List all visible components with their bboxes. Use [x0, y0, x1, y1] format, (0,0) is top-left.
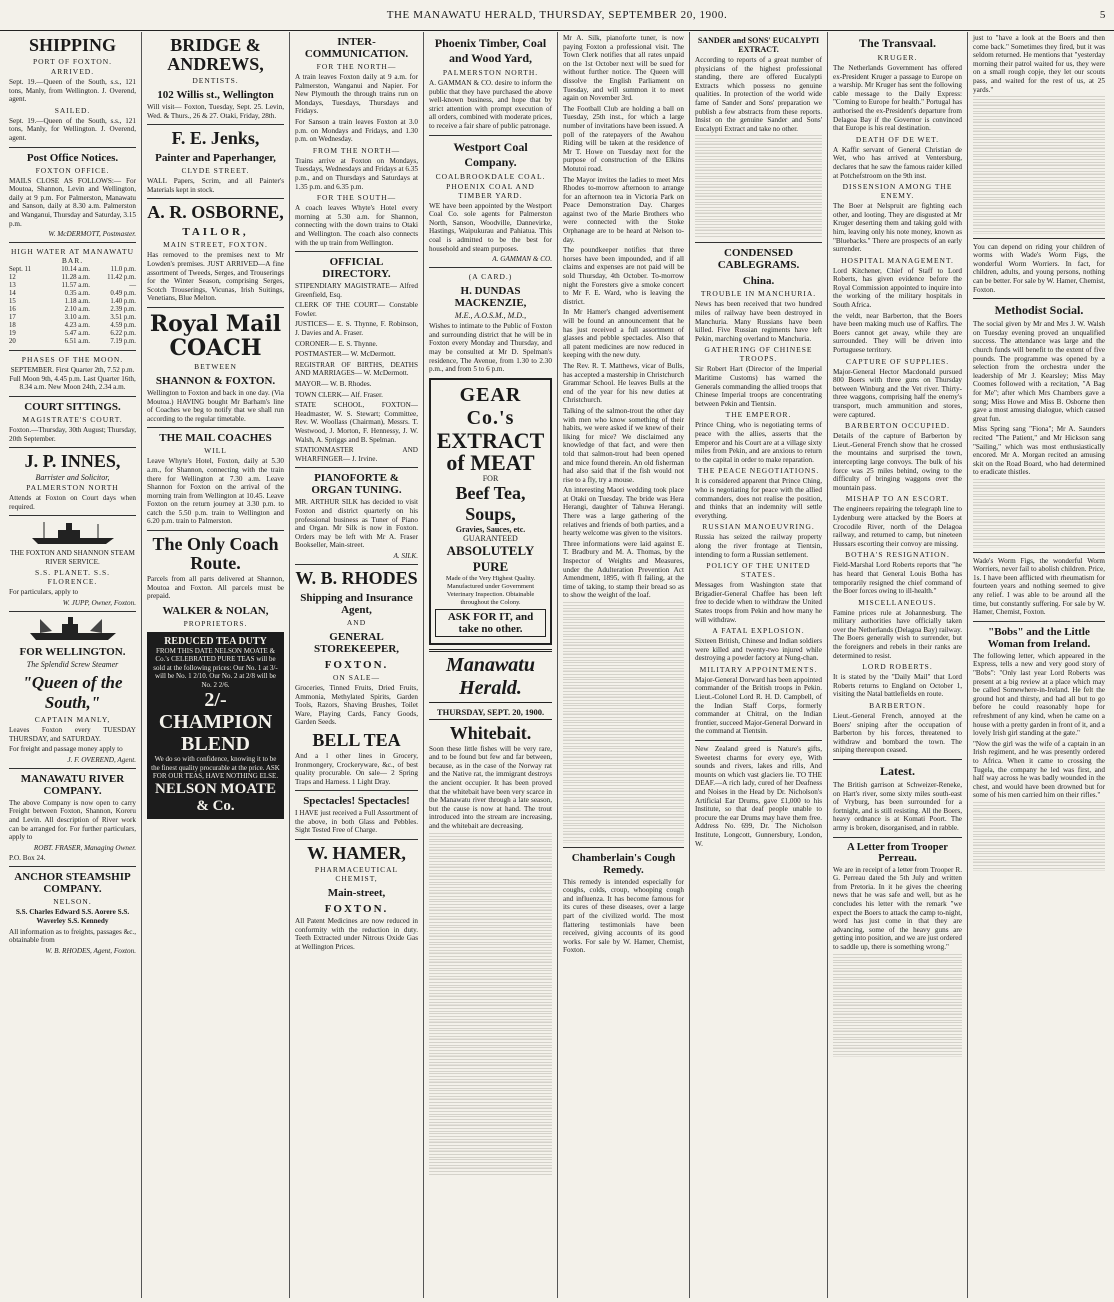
tide-morning: 10.14 a.m.	[61, 266, 90, 274]
military-text: Major-General Dorward has been appointed commander of the British troops in Pekin. Lieut.-Colonel Lord R. H. D. Campbell, of the Indian Staff Corps, formerly commander at Chitral, on the Indian frontier, succeed Major-General Dorward in the command at Tientsin.	[695, 675, 822, 736]
wellington-heading: FOR WELLINGTON.	[19, 646, 126, 659]
policy-text: Messages from Washington state that Brigadier-General Chaffee has been left free to decide when to withdraw the United States troops from Pekin and how many he will withdraw.	[695, 581, 822, 624]
tide-morning: 6.51 a.m.	[64, 338, 90, 346]
supplies-heading: CAPTURE OF SUPPLIES.	[845, 356, 950, 366]
news-paragraph-9: Three informations were laid against E. T. Bradbury and M. A. Thomas, by the Inspector of Weights and Measures, under the Adulteration Prevention Act Amendment, 1895, with fl failing, at the time of taking, to stamp their bread so as to show the weight of the loaf.	[563, 539, 684, 600]
tide-evening: —	[129, 282, 136, 290]
champion-blend-headline: 2/- CHAMPION BLEND	[158, 689, 273, 756]
policy-heading: POLICY OF THE UNITED STATES.	[706, 561, 811, 580]
post-office-heading: Post Office Notices.	[26, 151, 119, 164]
deaf-advertisement: New Zealand greed is Nature's gifts, Sweetest charms for every eye, With sounds and rivers, lakes and rills, And mounts on which vast glaciers lie. TO THE DEAF.—A rich lady, cured of her Deafness and Noises in the Head by Dr. Nicholson's Artificial Ear Drums, gave £1,000 to his Institute, so that deaf people unable to procure the ear Drums may have them free. Address No. 699, Dr. The Nicholson Institute, Longcott, Gunnersbury, London, W.	[695, 745, 822, 848]
steam-boats: S.S. PLANET. S.S. FLORENCE.	[34, 568, 110, 587]
death-text: A Kaffir servant of General Christian de Wet, who has arrived at Ventersburg, declares that he saw the famous raider killed at Potchefstroom on the 9th inst.	[833, 145, 962, 180]
tide-evening: 7.19 p.m.	[110, 338, 136, 346]
tea-ad-text: FROM THIS DATE NELSON MOATE & Co.'s CELEBRATED PURE TEAS will be sold at the following prices: Our No. 1 at 3/- will be No. 1 2/10. Our No. 2 at 2/8 will be No. 2 2/6.	[153, 646, 278, 689]
hamer-place: FOXTON.	[324, 903, 389, 916]
westport-subheading-2: PHOENIX COAL AND TIMBER YARD.	[446, 181, 535, 200]
sander-text: According to reports of a great number of physicians of the highest professional standing, there are offered Eucalypti Extracts which possess no genuine qualities. In protection of the world wide fame of Sander and Sons' preparation we publish a few abstracts from these reports. Insist on the genuine Sander and Sons' Eucalypti Extract and take no other.	[695, 56, 822, 133]
jenks-place: CLYDE STREET.	[181, 166, 250, 176]
tide-row	[9, 322, 136, 330]
gear-use-2: Gravies, Sauces, etc.	[455, 524, 526, 534]
death-heading: DEATH OF DE WET.	[855, 134, 940, 144]
river-box: P.O. Box 24.	[9, 853, 46, 862]
piano-heading: PIANOFORTE & ORGAN TUNING.	[311, 472, 402, 497]
gear-quality-text: Made of the Very Highest Quality. Manufactured under Government Veterinary Inspection. Obtainable throughout the Colony.	[445, 574, 536, 606]
rhodes-heading: W. B. RHODES	[295, 567, 418, 588]
official-directory-item: STATE SCHOOL, FOXTON— Headmaster, W. S. Stewart; Committee, Rev. W. Woollass (Chairman), Messrs. T. Westwood, J. Morton, F. Hennessy, J. W. Walsh, A. Spriggs and B. Spelman.	[295, 401, 418, 444]
peace-heading: THE PEACE NEGOTIATIONS.	[697, 466, 820, 476]
inter-comm-sub-1: FOR THE NORTH—	[316, 62, 397, 71]
inter-comm-heading: INTER-COMMUNICATION.	[304, 36, 409, 60]
tide-morning: 5.47 a.m.	[64, 330, 90, 338]
westport-sign: A. GAMMAN & CO.	[492, 255, 552, 264]
tide-heading: HIGH WATER AT MANAWATU BAR.	[11, 247, 134, 266]
bridge-address: 102 Willis st., Wellington	[157, 89, 274, 101]
gear-extract-advertisement	[429, 378, 552, 645]
hamer-heading: W. HAMER,	[307, 843, 406, 864]
tide-row	[9, 306, 136, 314]
royal-mail-text: Wellington to Foxton and back in one day. (Via Moutoa.) HAVING bought Mr Barham's line of Coaches we beg to notify that we shall run according to the regular timetable.	[147, 388, 284, 423]
wellington-sign: J. F. OVEREND, Agent.	[67, 755, 136, 764]
gear-ask: ASK FOR IT, and take no other.	[435, 609, 546, 637]
bobs-text-2: "Now the girl was the wife of a captain in an Irish regiment, and he was presently ordered to Africa. When it came to crossing the Tugela, the company he led was first, and half way across he was badly wounded in the chest, and would have been drowned but for some of his men carried him on their rifles."	[973, 739, 1105, 800]
gear-product: EXTRACT of MEAT	[436, 427, 545, 475]
barberton-occupied-text: Details of the capture of Barberton by Lieut.-General French show that he crossed the mountains and surprised the town, intercepting large convoys. The bulk of his force was 25 miles behind, owing to the difficulty of bringing waggons over the mountain pass.	[833, 432, 962, 492]
tide-evening: 1.40 p.m.	[110, 298, 136, 306]
anchor-text: All information as to freights, passages &c., obtainable from	[9, 927, 136, 945]
tide-morning: 11.57 a.m.	[61, 282, 90, 290]
kruger-text: The Netherlands Government has offered ex-President Kruger a passage to Europe on a warship. Mr Kruger has sent the following cable message to the Daily Express: "Coming to Europe for health." Portugal has authorised the ex-President's departure from Delagoa Bay if the Governor is convinced that Europe is his real destination.	[833, 64, 962, 133]
mail-coaches-text: Leave Whyte's Hotel, Foxton, daily at 5.30 a.m., for Shannon, connecting with the train there for Wellington at 7.30 a.m. Leave Shannon for Foxton on the arrival of the morning train from Wellington at 10.45. Leave Foxton on the return journey at 3.30 p.m. to catch the 5.50 p.m. train to Wellington and 6.20 p.m. train to Palmerston.	[147, 457, 284, 526]
supplies-text: Major-General Hector Macdonald pursued 800 Boers with three guns on Thursday between Winburg and the Vet river. Thirty-three waggons, comprising half the enemy's transport, much ammunition and stores, were captured.	[833, 367, 962, 419]
official-directory-item: TOWN CLERK— Alf. Fraser.	[295, 390, 383, 399]
steam-sign: W. JUPP, Owner, Foxton.	[62, 599, 136, 608]
emperor-heading: THE EMPEROR.	[725, 410, 792, 420]
moon-text: SEPTEMBER. First Quarter 2th, 7.52 p.m. Full Moon 9th, 4.45 p.m. Last Quarter 16th, 8.34 a.m. New Moon 24th, 2.34 a.m.	[9, 366, 136, 392]
innes-heading: J. P. INNES,	[24, 451, 121, 472]
innes-place: PALMERSTON NORTH	[26, 483, 119, 493]
miscellaneous-text: Famine prices rule at Johannesburg. The military authorities have officially taken over the Netherlands (Delagoa Bay) railway. The Boers generally wish to surrender, but the foreigners and rebels in their ranks are determined to resist.	[833, 608, 962, 660]
royal-mail-route: SHANNON & FOXTON.	[155, 374, 276, 387]
steamship-icon	[28, 520, 118, 546]
shipping-heading: SHIPPING	[28, 35, 116, 55]
whitebait-heading: Whitebait.	[449, 722, 532, 743]
latest-text: The British garrison at Schweizer-Reneke, on Hart's river, some sixty miles south-east of Vryburg, has been surrounded for a fortnight, and is still resisting. All the Boers, heavy ordnance is at Komati Poort. The army is broken, disorganised, and in rabble.	[833, 781, 962, 832]
rhodes-subheading-2: GENERAL STOREKEEPER,	[313, 630, 400, 655]
river-heading: MANAWATU RIVER COMPANY.	[20, 772, 125, 797]
mail-coaches-heading: THE MAIL COACHES	[159, 432, 272, 445]
newspaper-columns	[4, 32, 1110, 1298]
piano-sign: A. SILK.	[393, 551, 418, 560]
column-4	[424, 32, 558, 1298]
bobs-heading: "Bobs" and the Little Woman from Ireland.	[987, 625, 1091, 650]
court-heading: COURT SITTINGS.	[24, 400, 121, 413]
inter-comm-sub-3: FOR THE SOUTH—	[316, 193, 397, 203]
card-label: (A CARD.)	[468, 272, 513, 282]
chamberlain-text: This remedy is intended especially for coughs, colds, croup, whooping cough and influenza. It has become famous for its cures of these diseases, over a large part of the civilized world. The most flattering testimonials have been received, giving accounts of its good works. For sale by W. Hamer, Chemist, Foxton.	[563, 877, 684, 955]
barberton-occupied-heading: BARBERTON OCCUPIED.	[844, 421, 951, 431]
tide-evening: 6.22 p.m.	[110, 330, 136, 338]
jenks-subheading: Painter and Paperhanger,	[155, 152, 276, 165]
column-5	[558, 32, 690, 1298]
gear-guaranteed: GUARANTEED	[463, 533, 518, 543]
anchor-place: NELSON.	[53, 897, 92, 907]
court-subheading: MAGISTRATE'S COURT.	[22, 414, 123, 424]
hospital-heading: HOSPITAL MANAGEMENT.	[841, 255, 954, 265]
tea-ad-headline: REDUCED TEA DUTY	[164, 635, 267, 647]
inter-comm-text-1: A train leaves Foxton daily at 9 a.m. for Palmerston, Wanganui and Napier. For New Plymouth the through trains run on Mondays, Tuesdays, Thursdays and Fridays.	[295, 73, 418, 116]
herald-dateline: THURSDAY, SEPT. 20, 1900.	[429, 707, 552, 720]
official-directory-item: JUSTICES— E. S. Thynne, F. Robinson, J. Davies and A. Fraser.	[295, 320, 418, 338]
jenks-heading: F. E. Jenks,	[171, 128, 260, 149]
wellington-subheading: The Splendid Screw Steamer	[26, 660, 119, 670]
innes-text: Attends at Foxton on Court days when required.	[9, 494, 136, 511]
steamer-icon	[28, 616, 118, 642]
news-paragraph-1: Mr A. Silk, pianoforte tuner, is now paying Foxton a professional visit. The Town Clerk notifies that all rates unpaid on the 1st October next will be sued for without further notice. The Queen will dissolve the English Parliament on Tuesday, and will summon it to meet again on November 3rd.	[563, 34, 684, 103]
tide-evening: 11.0 p.m.	[110, 266, 136, 274]
dundas-heading: H. DUNDAS MACKENZIE,	[454, 285, 527, 310]
tea-advertisement	[147, 632, 284, 819]
tide-date: 19	[9, 330, 16, 338]
inter-comm-text-2: For Sanson a train leaves Foxton at 3.0 p.m. on Mondays and Fridays, and 1.30 p.m. on Wednesday.	[295, 117, 418, 144]
steam-heading: THE FOXTON AND SHANNON STEAM RIVER SERVICE.	[10, 549, 135, 566]
tide-row	[9, 314, 136, 322]
westport-text: WE have been appointed by the Westport Coal Co. sole agents for Palmerston North, Sanson, Woodville, Dannevirke, Hastings, Waipukurau and Pahiatua. This coal is admitted to be the best for household and steam purposes.	[429, 201, 552, 253]
dissension-heading: DISSENSION AMONG THE ENEMY.	[842, 182, 953, 201]
moon-heading: PHASES OF THE MOON.	[21, 355, 124, 365]
hamer-subheading: PHARMACEUTICAL CHEMIST,	[314, 865, 399, 884]
masthead-title: THE MANAWATU HERALD, THURSDAY, SEPTEMBER 20, 1900.	[386, 9, 728, 21]
court-text: Foxton.—Thursday, 30th August; Thursday, 20th September.	[9, 425, 136, 443]
innes-subheading: Barrister and Solicitor,	[35, 473, 110, 483]
bridge-text: Will visit— Foxton, Tuesday, Sept. 25. Levin, Wed. & Thurs., 26 & 27. Otaki, Friday, 28th.	[147, 103, 284, 120]
barberton-heading: BARBERTON.	[869, 701, 926, 711]
gear-use-1: Beef Tea, Soups,	[455, 482, 526, 524]
tide-morning: 2.10 a.m.	[64, 306, 90, 314]
official-directory-item: CORONER— E. S. Thynne.	[295, 339, 378, 348]
column-6	[690, 32, 828, 1298]
anchor-ships: S.S. Charles Edward S.S. Aorere S.S. Waverley S.S. Kennedy	[15, 908, 130, 925]
tide-row	[9, 338, 136, 346]
botha-text: Field-Marshal Lord Roberts reports that "he has heard that General Louis Botha has temporarily resigned the chief command of the Boer forces owing to ill-health."	[833, 561, 962, 596]
manchuria-text: News has been received that two hundred miles of railway have been destroyed in Manchuria. Many Russians have been killed. Five Russian regiments have left Pekin, marching overland to Manchuria.	[695, 300, 822, 343]
bobs-text: The following letter, which appeared in the Express, tells a new and very good story of "Bobs": "Only last year Lord Roberts was present at a big review at a place which may be called Somewhere-in-Ireland. He felt the ground hot and thirsty, and had all but to go before he could reasonably hope for refreshment of any kind, when he came on a house with a pretty garden in front of it, and a lovely Irish girl standing at the gate."	[973, 651, 1105, 738]
kruger-heading: KRUGER.	[877, 53, 918, 62]
tide-date: 20	[9, 338, 16, 346]
veldt-text: the veldt, near Barberton, that the Boers have been making much use of Kaffirs. The Boers cannot get away, while they are surrounded. They will be driven into Portuguese territory.	[833, 311, 962, 355]
dundas-subheading: M.E., A.O.S.M., M.D.,	[454, 311, 527, 321]
rhodes-place: FOXTON.	[324, 658, 389, 671]
tide-row	[9, 290, 136, 298]
dissension-text: The Boer at Nelspruit are fighting each other, and looting. They are disgusted at Mr Kruger deserting them and taking gold with him, leaving only his note money, known as "Bluebacks." There are prospects of an early surrender.	[833, 202, 962, 254]
china-heading: China.	[742, 275, 775, 288]
hospital-text: Lord Kitchener, Chief of Staff to Lord Roberts, has given evidence before the Royal Commission appointed to inquire into the working of the military hospitals in South Africa.	[833, 266, 962, 310]
gear-for: FOR	[482, 473, 499, 483]
wellington-text: Leaves Foxton every TUESDAY THURSDAY, and SATURDAY.	[9, 726, 136, 743]
methodist-text-2: Miss Spring sang "Fiona"; Mr A. Saunders recited "The Patient," and Mr Hickson sang "Sailing," which was most enthusiastically encored. Mr A. Morgan recited an amusing skit on the Road Board, who had determined to eradicate thistles.	[973, 425, 1105, 477]
tide-date: 17	[9, 314, 16, 322]
news-paragraph-4: The poundkeeper notifies that three horses have been impounded, and if all claims and expenses are not paid will be sold Thursday, 4th October. To-morrow night the Foresters give a smoke concert to Mr F. E. Ward, who is leaving the district.	[563, 246, 684, 306]
tide-row	[9, 330, 136, 338]
hamer-text: All Patent Medicines are now reduced in conformity with the reduction in duty. Teeth Extracted under Nitrous Oxide Gas at Wellington Prices.	[295, 917, 418, 951]
steam-text: For particulars, apply to	[9, 588, 79, 597]
column-3	[290, 32, 424, 1298]
peace-text: It is considered apparent that Prince Ching, who is negotiating for peace with the allied commanders, does not realise the position, and thinks that an indemnity will settle everything.	[695, 477, 822, 520]
column-8	[968, 32, 1110, 1298]
bridge-heading: BRIDGE & ANDREWS,	[167, 35, 264, 74]
masthead	[0, 0, 1114, 31]
walker-subheading: PROPRIETORS.	[183, 618, 248, 628]
news-paragraph-6: The Rev. R. T. Matthews, vicar of Bulls, has accepted a mastership in Christchurch Grammar School. He leaves Bulls at the end of the year for his new duties at Christchurch.	[563, 361, 684, 405]
tide-date: 16	[9, 306, 16, 314]
jenks-text: WALL Papers, Scrim, and all Painter's Materials kept in stock.	[147, 177, 284, 194]
tide-date: 14	[9, 290, 16, 298]
champion-blend-text: We do so with confidence, knowing it to be the finest quality procurable at the price. ASK FOR OUR TEAS, HAVE NOTHING ELSE.	[151, 755, 280, 781]
official-directory-item: REGISTRAR OF BIRTHS, DEATHS AND MARRIAGES— W. McDermott.	[295, 360, 418, 378]
inter-comm-text-3: Trains arrive at Foxton on Mondays, Tuesdays, Wednesdays and Fridays at 6.35 p.m., and on Thursdays and Saturdays at 1.35 p.m. and 6.35 p.m.	[295, 156, 418, 191]
osborne-subheading: TAILOR,	[182, 226, 249, 239]
military-heading: MILITARY APPOINTMENTS.	[699, 664, 818, 674]
anchor-sign: W. B. RHODES, Agent, Foxton.	[45, 946, 136, 955]
phoenix-text: A. GAMMAN & CO. desire to inform the public that they have purchased the above well-known business, and hope that by strict attention with prompt execution of all orders, combined with moderate prices, to receive a fair share of public patronage.	[429, 79, 552, 130]
fatal-text: Sixteen British, Chinese and Indian soldiers were killed and twenty-two injured while destroying a powder factory at Nung-chan.	[695, 637, 822, 663]
spectacles-heading: Spectacles! Spectacles!	[303, 795, 410, 808]
transvaal-heading: The Transvaal.	[859, 36, 936, 50]
chamberlain-heading: Chamberlain's Cough Remedy.	[571, 851, 676, 876]
river-sign: ROBT. FRASER, Managing Owner.	[33, 843, 136, 852]
rhodes-subheading: Shipping and Insurance Agent,	[300, 591, 413, 616]
condensed-heading: CONDENSED CABLEGRAMS.	[717, 247, 800, 272]
rhodes-on-sale: ON SALE—	[333, 672, 380, 682]
whitebait-text: Soon these little fishes will be very rare, and to be found but few and far between, because, as in the case of the Norway rat and the Native rat, the immigrant destroys the ancient occupier. It has been proved that the whitebait have been very scarce in the Manawatu river through a late season, but the cause is now at hand. The trout introduced into the stream are increasing, and the whitebait are decreasing.	[429, 744, 552, 831]
westport-subheading: COALBROOKDALE COAL.	[435, 171, 546, 181]
lord-roberts-text: It is stated by the "Daily Mail" that Lord Roberts returns to England on October 1, visiting the Natal battlefields en route.	[833, 673, 962, 699]
tide-date: 18	[9, 322, 16, 330]
page-number: 5	[1099, 9, 1106, 21]
post-office-sign: W. McDERMOTT, Postmaster.	[48, 230, 136, 239]
mishap-text: The engineers repairing the telegraph line to Lydenburg were attacked by the Boers at Crocodile River, north of the Delagoa railway, and returned to camp, but nineteen Hussars escorting their convoy are missing.	[833, 505, 962, 548]
westport-heading: Westport Coal Company.	[453, 139, 528, 169]
column-2	[142, 32, 290, 1298]
tide-row	[9, 282, 136, 290]
mail-coaches-will: WILL	[204, 446, 227, 456]
gear-pure: ABSOLUTELY PURE	[446, 542, 535, 574]
tide-morning: 1.18 a.m.	[64, 298, 90, 306]
tide-row	[9, 274, 136, 282]
bell-tea-heading: BELL TEA	[312, 729, 401, 750]
inter-comm-text-4: A coach leaves Whyte's Hotel every morning at 5.30 a.m. for Shannon, connecting with the down trains to Otaki and Wellington. The coach also connects with the up train from Wellington.	[295, 204, 418, 247]
gathering-heading: GATHERING OF CHINESE TROOPS.	[704, 345, 813, 364]
worm-figs-text: You can depend on riding your children of worms with Wade's Worm Figs, the wonderful Worm Worriers. In fact, for children, adults, and young persons, nothing can be better. For sale by W. Hamer, Chemist, Foxton.	[973, 242, 1105, 294]
walker-heading: WALKER & NOLAN,	[162, 604, 269, 617]
post-office-subheading: FOXTON OFFICE.	[35, 165, 110, 175]
osborne-heading: A. R. OSBORNE,	[147, 202, 284, 223]
osborne-text: Has removed to the premises next to Mr Lowden's premises. JUST ARRIVED—A fine assortment of Tweeds, Serges, and Trouserings for the Winter Season, comprising Serges, Scotch Trouserings, Vicunas, Irish Suitings, Venetians, Blue Melton.	[147, 251, 284, 303]
tide-morning: 4.23 a.m.	[64, 322, 90, 330]
rhodes-and: AND	[346, 617, 367, 627]
russian-text: Russia has seized the railway property along the river frontage at Tientsin, intending to form a Russian settlement.	[695, 533, 822, 559]
column-7	[828, 32, 968, 1298]
news-paragraph-5: In Mr Hamer's changed advertisement will be found an announcement that he has just received a full assortment of glasses and pebble spectacles. Also that all patent medicines are now reduced in keeping with the new duty.	[563, 308, 684, 360]
bridge-subheading: DENTISTS.	[192, 76, 239, 85]
arrived-label: ARRIVED.	[50, 67, 95, 76]
tide-row	[9, 298, 136, 306]
emperor-text: Prince Ching, who is negotiating terms of peace with the allies, asserts that the Emperor and his Court are at a village sixty miles from Pekin, and are anxious to return to the capital in order to make reparation.	[695, 421, 822, 464]
tide-date: 15	[9, 298, 16, 306]
spectacles-text: I HAVE just received a Full Assortment of the above, in both Glass and Pebbles. Sight Tested Free of Charge.	[295, 809, 418, 835]
sander-heading: SANDER and SONS' EUCALYPTI EXTRACT.	[697, 36, 820, 54]
letter-continued-text: just to "have a look at the Boers and then come back." Sometimes they fired, but it was seldom returned. He mentions that "yesterday morning their patrol waited for us, they were on a small rough copje, they let our scouts pass, and waited for the rest of us, at 25 yards."	[973, 34, 1105, 94]
manchuria-heading: TROUBLE IN MANCHURIA.	[700, 289, 817, 299]
official-directory-item: CLERK OF THE COURT— Constable Fowler.	[295, 301, 418, 318]
botha-heading: BOTHA'S RESIGNATION.	[845, 550, 950, 560]
only-coach-text: Parcels from all parts delivered at Shannon, Moutoa and Foxton. All parcels must be prepaid.	[147, 575, 284, 601]
worm-figs-text-2: Wade's Worm Figs, the wonderful Worm Worriers, never fail to abolish children. Price, 1s. I have been afflicted with rheumatism for fourteen years and nothing seemed to give any relief. I was able to be around all the time, but constantly suffering. For sale by W. Hamer, Chemist, Foxton.	[973, 556, 1105, 617]
post-office-text: MAILS CLOSE AS FOLLOWS:— For Moutoa, Shannon, Levin and Wellington, daily at 9 p.m. For Palmerston, Manawatu and Sanson, daily at 8.30 a.m. Palmerston and Wanganui, Thursday and Saturday, 3.15 p.m.	[9, 176, 136, 228]
wellington-text-2: For freight and passage money apply to	[9, 745, 123, 754]
gear-brand: GEAR Co.'s	[459, 383, 522, 429]
dundas-text: Wishes to intimate to the Public of Foxton and surrounding district that he will be in Foxton every Monday and Thursday, and may be consulted at Mr D. Spelman's residence, The Avenue, from 1.30 to 2.30 p.m., and from 5 to 6 p.m.	[429, 322, 552, 374]
tide-table	[9, 266, 136, 346]
tide-evening: 11.42 p.m.	[107, 274, 136, 282]
wellington-captain: CAPTAIN MANLY,	[34, 715, 111, 725]
letter-heading: A Letter from Trooper Perreau.	[847, 841, 948, 864]
piano-text: MR. ARTHUR SILK has decided to visit Foxton and district quarterly on his professional business as Tuner of Piano and Organ. Mr Silk is now in Foxton. Orders may be left with Mr A. Fraser Bookseller, Main-street.	[295, 498, 418, 550]
methodist-text: The social given by Mr and Mrs J. W. Walsh on Tuesday evening proved an unqualified success. The attendance was large and the church funds will benefit to the extent of five pounds. The programme was opened by a selection from the orchestra under the leadership of Mr J. Kearsley; Miss May Coomes followed with a recitation, "A Bag for Me"; after which Mrs Chambers gave a song; Miss Howe and Miss B. Osborne then gave a most amusing dialogue, which caused great fun.	[973, 320, 1105, 423]
tide-morning: 3.10 a.m.	[64, 314, 90, 322]
barberton-text: Lieut.-General French, annoyed at the Boers' sniping after the occupation of Barberton by his forces, threatened to withdraw and bombard the town. The sniping thereupon ceased.	[833, 712, 962, 755]
russian-heading: RUSSIAN MANOEUVRING.	[702, 522, 815, 532]
royal-mail-between: BETWEEN	[194, 361, 237, 371]
official-directory-item: STIPENDIARY MAGISTRATE— Alfred Greenfield, Esq.	[295, 282, 418, 299]
miscellaneous-heading: MISCELLANEOUS.	[858, 597, 937, 607]
mishap-heading: MISHAP TO AN ESCORT.	[845, 494, 950, 504]
official-directory-list	[295, 282, 418, 463]
tide-row	[9, 266, 136, 274]
news-paragraph-8: An interesting Maori wedding took place at Otaki on Tuesday. The bride was Hera Herangi, daughter of Tahuwa Herangi. There was a large gathering of the relatives and friends of both parties, and a hearty welcome was given to the visitors.	[563, 486, 684, 538]
tide-evening: 4.59 p.m.	[110, 322, 136, 330]
rhodes-text: Groceries, Tinned Fruits, Dried Fruits, Ammonia, Methylated Spirits, Garden Tools, Razors, Shaving Brushes, Toilet Ware, Playing Cards, Fancy Goods, Garden Seeds.	[295, 683, 418, 727]
letter-text: We are in receipt of a letter from Trooper R. G. Perreau dated the 5th July and written from Pretoria. In it he gives the cheering news that he was safe and well, but as he concludes his letter with the remark "we expect the Boers to attack the camp to-night, word has just come in that they are advancing, some of the heavy guns are getting into position, and we are just ordered to saddle up, there is something wrong."	[833, 865, 962, 951]
river-text: The above Company is now open to carry Freight between Foxton, Shannon, Koreru and Levin. All description of River work can be arranged for. For further particulars, apply to	[9, 798, 136, 842]
tide-evening: 0.49 p.m.	[110, 290, 136, 298]
latest-heading: Latest.	[880, 764, 915, 778]
lord-roberts-heading: LORD ROBERTS.	[862, 662, 933, 672]
nelson-moate-name: NELSON MOATE & Co.	[155, 780, 276, 814]
tide-date: Sept. 11	[9, 266, 32, 274]
news-paragraph-3: The Mayor invites the ladies to meet Mrs Rhodes to-morrow afternoon to arrange for an afternoon tea in Victoria Park on Peace Demonstration Day. Charges against two of the Marie Brothers who were connected with the Stoke Orphanage are to be heard at Nelson to-day.	[563, 175, 684, 244]
phoenix-place: PALMERSTON NORTH.	[442, 68, 539, 77]
wellington-ship-name: "Queen of the South,"	[22, 673, 123, 713]
shipping-subheading: PORT OF FOXTON.	[32, 57, 113, 66]
hamer-subheading-2: Main-street,	[327, 887, 386, 900]
official-directory-heading: OFFICIAL DIRECTORY.	[322, 256, 391, 281]
sailed-label: SAILED.	[54, 105, 91, 115]
phoenix-heading: Phoenix Timber, Coal and Wood Yard,	[434, 36, 547, 65]
herald-nameplate: Manawatu Herald.	[429, 649, 552, 703]
only-coach-heading: The Only Coach Route.	[152, 534, 279, 574]
tide-evening: 2.39 p.m.	[110, 306, 136, 314]
tide-morning: 0.35 a.m.	[64, 290, 90, 298]
gathering-text: Sir Robert Hart (Director of the Imperial Maritime Customs) has warned the Generals commanding the allied troops that Chinese Imperial troops are concentrating between Pekin and Tientsin.	[695, 365, 822, 408]
column-1	[4, 32, 142, 1298]
news-paragraph-7: Talking of the salmon-trout the other day with men who know something of their habits, we were asked if we knew of their liking for mice? We disclaimed any knowledge of that fact, and were then told that salmon-trout had been opened and mice found therein. An old fisherman had also said that if the fish would not rise to a fly, try a mouse.	[563, 406, 684, 484]
tide-date: 13	[9, 282, 16, 290]
sailed-text: Sept. 19.—Queen of the South, s.s., 121 tons, Manly, for Wellington. J. Overend, agent.	[9, 116, 136, 142]
osborne-place: MAIN STREET, FOXTON.	[163, 240, 268, 250]
fatal-heading: A FATAL EXPLOSION.	[712, 626, 805, 636]
inter-comm-sub-2: FROM THE NORTH—	[312, 145, 401, 155]
tide-morning: 11.28 a.m.	[61, 274, 90, 282]
official-directory-item: MAYOR— W. B. Rhodes.	[295, 380, 372, 389]
methodist-heading: Methodist Social.	[994, 303, 1084, 318]
royal-mail-heading: Royal Mail COACH	[149, 310, 282, 361]
news-paragraph-2: The Football Club are holding a ball on Tuesday, 25th inst., for which a large number of invitations have been issued. A poll of the ratepayers of the Awahou Riding will be taken at the residence of Mr T. Howe on Tuesday next for the purpose of construction of the Elkins Motutoi road.	[563, 104, 684, 173]
anchor-heading: ANCHOR STEAMSHIP COMPANY.	[14, 871, 131, 896]
bell-tea-text: And a l other lines in Grocery, Ironmongery, Crockeryware, &c., of best quality procurable. On sale— 2 Spring Traps and Harness. 1 Light Dray.	[295, 751, 418, 786]
arrived-text: Sept. 19.—Queen of the South, s.s., 121 tons, Manly, from Wellington. J. Overend, agent.	[9, 78, 136, 104]
tide-evening: 3.51 p.m.	[110, 314, 136, 322]
official-directory-item: POSTMASTER— W. McDermott.	[295, 350, 396, 359]
official-directory-item: STATIONMASTER AND WHARFINGER— J. Irvine.	[295, 446, 418, 463]
tide-date: 12	[9, 274, 16, 282]
